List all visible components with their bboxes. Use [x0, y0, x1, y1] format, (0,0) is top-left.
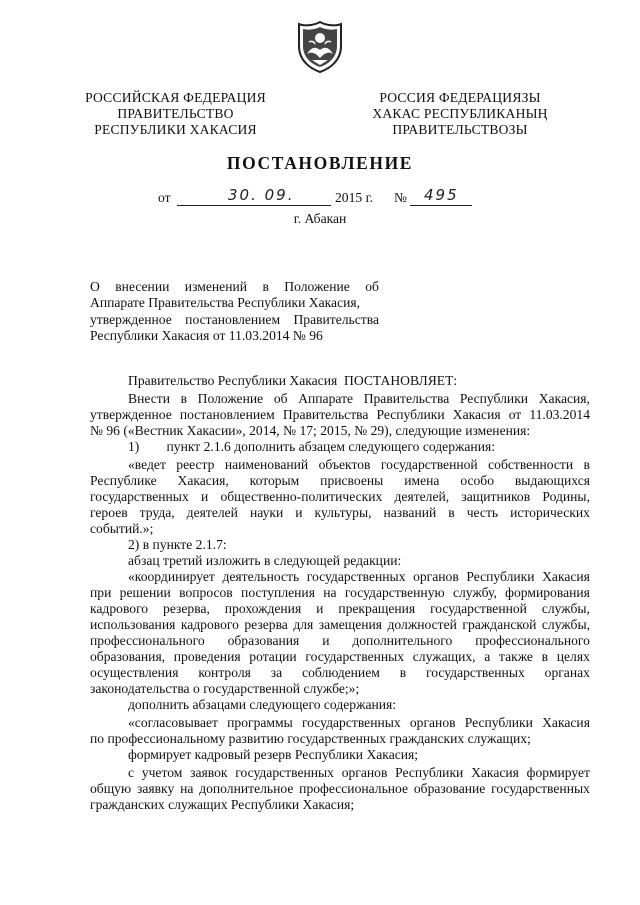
body-word: в	[399, 665, 407, 680]
body-word: контроля	[198, 665, 251, 680]
body-word: Республики	[395, 765, 464, 780]
body-word: Республике	[90, 473, 157, 488]
subject-word: постановлением	[185, 311, 281, 327]
body-word: дополнительного	[352, 633, 453, 648]
body-line: законодательства о государственной службе;»;	[90, 681, 360, 696]
body-word: Республики	[459, 391, 529, 406]
body-word: Хакасия	[542, 569, 590, 584]
body-word: должностей	[387, 617, 457, 632]
body-word: государственных	[426, 665, 525, 680]
body-word: дополнительное	[199, 781, 294, 796]
body-word: Родины,	[542, 489, 590, 504]
body-word: собственности	[488, 457, 574, 472]
body-word: кадрового	[180, 617, 239, 632]
number-sign: №	[394, 190, 407, 205]
body-word: Хакасия	[452, 407, 501, 422]
body-word: государственных	[306, 569, 406, 584]
body-word: исторических	[510, 505, 590, 520]
body-line	[90, 407, 590, 423]
body-word: на	[180, 781, 194, 796]
body-word: использования	[90, 617, 176, 632]
body-word: защитников	[461, 489, 531, 504]
header-right-line-3: ПРАВИТЕЛЬСТВОЗЫ	[392, 122, 528, 137]
body-word: образования	[227, 633, 300, 648]
subject-word: внесении	[115, 279, 170, 294]
body-line: формирует кадровый резерв Республики Хакасия;	[128, 747, 419, 762]
body-word: формирует	[526, 765, 590, 780]
body-word: резерва	[244, 617, 288, 632]
body-word: общественно-политических	[220, 489, 383, 504]
body-word: деятельность	[222, 569, 300, 584]
body-word: Хакасия	[471, 765, 519, 780]
body-word: осуществления	[90, 665, 179, 680]
body-word: «координирует	[128, 569, 215, 584]
subject-line-3	[90, 312, 379, 328]
body-word: которым	[249, 473, 300, 488]
date-year: 2015 г.	[335, 190, 374, 205]
body-word: проведения	[173, 649, 241, 664]
body-word: Хакасия,	[177, 473, 229, 488]
body-line: 2) в пункте 2.1.7:	[128, 537, 227, 552]
coat-of-arms-icon	[297, 20, 343, 74]
body-line: по профессиональному развитию государственных гражданских служащих;	[90, 731, 531, 746]
body-line: дополнить абзацами следующего содержания:	[128, 697, 397, 712]
body-word: «ведет	[128, 457, 166, 472]
body-word: решении	[119, 585, 171, 600]
body-word: кадрового	[90, 601, 149, 616]
header-left-line-3: РЕСПУБЛИКИ ХАКАСИЯ	[94, 122, 257, 137]
body-line	[90, 633, 590, 649]
body-word: и	[322, 633, 330, 648]
body-line	[90, 601, 590, 617]
header-right	[365, 90, 555, 138]
body-word: особо	[460, 473, 494, 488]
body-word: органов	[341, 765, 388, 780]
body-word: и	[316, 601, 324, 616]
body-word: службу,	[452, 585, 497, 600]
date-prefix: от	[158, 190, 171, 205]
body-line: событий.»;	[90, 521, 154, 536]
body-word: «согласовывает	[128, 715, 218, 730]
subject-word: Положение	[284, 279, 350, 294]
body-word: в	[448, 505, 455, 520]
body-word: органов	[413, 569, 459, 584]
body-word: общую	[90, 781, 132, 796]
body-word: Положение	[197, 391, 264, 406]
body-word: замещения	[318, 617, 383, 632]
body-line	[90, 665, 590, 681]
body-word: при	[90, 585, 112, 600]
body-word: в	[180, 391, 188, 406]
body-word: государственных	[90, 489, 189, 504]
body-word: присвоены	[320, 473, 384, 488]
body-word: государственной	[430, 601, 527, 616]
body-line: гражданских служащих Республики Хакасия;	[90, 797, 355, 812]
body-word: поступления	[241, 585, 315, 600]
subject-word: Правительства	[293, 311, 379, 327]
body-word: профессионального	[90, 633, 205, 648]
body-word: программы	[227, 715, 293, 730]
body-word: выдающихся	[514, 473, 590, 488]
body-word: прохождения	[224, 601, 302, 616]
city-line: г. Абакан	[293, 211, 347, 226]
body-line: 1) пункт 2.1.6 дополнить абзацем следующего содержания:	[128, 439, 496, 454]
date-handwritten: 30. 09.	[228, 186, 295, 204]
body-word: труда,	[139, 505, 175, 520]
body-word: честь	[466, 505, 499, 520]
body-line	[128, 569, 590, 585]
body-word: профессионального	[475, 633, 590, 648]
subject-word: утвержденное	[90, 311, 172, 327]
body-word: заявку	[136, 781, 175, 796]
body-word: в	[541, 649, 549, 664]
subject-word: О	[90, 279, 100, 294]
body-line	[90, 649, 590, 665]
body-word: на	[323, 585, 337, 600]
body-word: службы,	[541, 617, 590, 632]
body-word: органах	[544, 665, 590, 680]
subject-word: об	[365, 279, 379, 294]
body-word: за	[270, 665, 283, 680]
body-word: Республики	[466, 569, 535, 584]
subject-word: изменений	[184, 279, 248, 294]
body-line	[128, 457, 590, 473]
body-word: Хакасия,	[538, 391, 590, 406]
body-word: государственных	[301, 715, 401, 730]
body-word: гражданской	[462, 617, 537, 632]
body-word: государственную	[344, 585, 445, 600]
body-line	[90, 489, 590, 505]
body-word: Республики	[464, 715, 533, 730]
body-word: героев	[90, 505, 128, 520]
body-word: прекращения	[338, 601, 416, 616]
body-word: науки	[249, 505, 284, 520]
body-word: учетом	[141, 765, 183, 780]
body-word: формирования	[505, 585, 590, 600]
body-word: наименований	[224, 457, 309, 472]
body-word: органов	[409, 715, 456, 730]
body-line	[90, 505, 590, 521]
body-line	[128, 391, 590, 407]
body-word: и	[295, 505, 303, 520]
header-right-line-1: РОССИЯ ФЕДЕРАЦИЯЗЫ	[379, 90, 541, 105]
body-word: Республики	[376, 407, 445, 422]
body-word: постановлением	[179, 407, 275, 422]
body-line: Правительство Республики Хакасия ПОСТАНОВЛЯЕТ:	[128, 373, 458, 388]
body-word: а	[484, 649, 491, 664]
body-word: в	[583, 457, 590, 472]
body-word: и	[200, 489, 209, 504]
body-word: службы,	[541, 601, 590, 616]
body-word: профессиональное	[299, 781, 409, 796]
body-word: имена	[404, 473, 440, 488]
body-line	[90, 617, 590, 633]
body-line	[90, 473, 590, 489]
body-word: государственных	[235, 765, 334, 780]
body-word: деятелей	[186, 505, 238, 520]
body-word: соблюдением	[302, 665, 380, 680]
body-line	[128, 715, 590, 731]
header-left	[78, 90, 273, 138]
body-word: деятелей,	[394, 489, 450, 504]
body-word: Правительства	[363, 391, 450, 406]
body-word: ротации	[249, 649, 297, 664]
body-word: заявок	[190, 765, 228, 780]
body-word: Правительства	[282, 407, 369, 422]
document-title: ПОСТАНОВЛЕНИЕ	[226, 153, 414, 173]
header-right-line-2: ХАКАС РЕСПУБЛИКАНЫҢ	[372, 106, 548, 121]
body-word: объектов	[318, 457, 371, 472]
header-left-line-2: ПРАВИТЕЛЬСТВО	[117, 106, 234, 121]
body-word: также	[498, 649, 533, 664]
subject-line-1	[90, 279, 379, 295]
body-line	[90, 781, 590, 797]
body-word: от	[508, 407, 522, 422]
body-line	[128, 765, 590, 781]
body-word: Внести	[128, 391, 170, 406]
body-word: вопросов	[179, 585, 233, 600]
body-word: Аппарате	[298, 391, 354, 406]
body-line	[90, 585, 590, 601]
body-word: государственных	[491, 781, 590, 796]
body-word: 11.03.2014	[529, 407, 590, 422]
body-word: об	[273, 391, 288, 406]
body-word: реестр	[176, 457, 215, 472]
body-word: служащих,	[412, 649, 476, 664]
body-word: целях	[556, 649, 590, 664]
body-word: государственных	[305, 649, 405, 664]
body-word: названий	[383, 505, 437, 520]
body-word: культуры,	[314, 505, 372, 520]
body-line: абзац третий изложить в следующей редакции:	[128, 553, 402, 568]
body-word: утвержденное	[90, 407, 172, 422]
body-word: образование	[413, 781, 486, 796]
body-line: № 96 («Вестник Хакасии», 2014, № 17; 2015, № 29), следующие изменения:	[90, 423, 531, 438]
body-word: Хакасия	[542, 715, 590, 730]
body-word: для	[293, 617, 314, 632]
body-word: образования,	[90, 649, 166, 664]
body-word: государственной	[380, 457, 478, 472]
body-word: резерва,	[163, 601, 210, 616]
subject-block	[90, 279, 379, 344]
subject-line-2: Аппарате Правительства Республики Хакасия,	[90, 295, 361, 311]
header-left-line-1: РОССИЙСКАЯ ФЕДЕРАЦИЯ	[85, 90, 266, 105]
number-handwritten: 495	[424, 186, 459, 204]
subject-word: в	[262, 279, 269, 294]
body-word: с	[128, 765, 135, 780]
subject-line-4: Республики Хакасия от 11.03.2014 № 96	[90, 327, 323, 343]
